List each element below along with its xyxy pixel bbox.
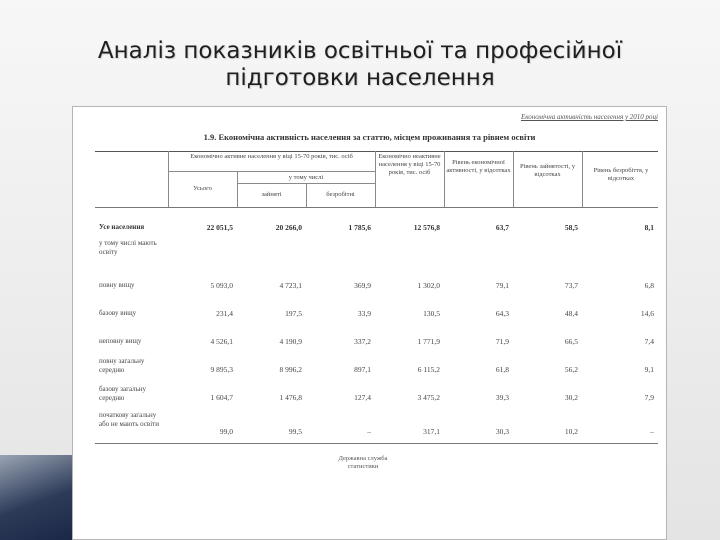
header-activity-rate: Рівень економічної активності, у відсотках [446, 159, 511, 174]
cell-total: 1 604,7 [210, 393, 233, 402]
cell-total: 4 526,1 [210, 337, 233, 346]
cell-unemployed: 369,9 [354, 281, 371, 290]
row-label: Усе населення [99, 223, 145, 231]
cell-employed: 8 996,2 [279, 365, 302, 374]
cell-employed: 20 266,0 [275, 223, 302, 232]
cell-unemployed: 33,9 [357, 309, 371, 318]
cell-unemployed: – [367, 427, 371, 436]
slide-title-line-1: Аналіз показників освітньої та професійної [97, 38, 623, 64]
header-divider [513, 151, 514, 207]
slide-title-line-2: підготовки населення [225, 65, 495, 91]
table-title: 1.9. Економічна активність населення за статтю, місцем проживання та рівнем освіти [203, 132, 536, 142]
cell-activity-rate: 61,8 [495, 365, 509, 374]
cell-employment-rate: 58,5 [564, 223, 578, 232]
cell-employment-rate: 30,2 [564, 393, 578, 402]
row-label: початкову загальну або не мають освіти [99, 411, 159, 428]
cell-employed: 1 476,8 [279, 393, 302, 402]
cell-employment-rate: 73,7 [564, 281, 578, 290]
table-top-rule [95, 151, 658, 152]
row-label: базову вищу [99, 309, 137, 317]
row-label: повну загальну середню [99, 357, 145, 374]
cell-employed: 197,5 [285, 309, 302, 318]
cell-employed: 99,5 [288, 427, 302, 436]
cell-inactive: 12 576,8 [413, 223, 440, 232]
cell-total: 231,4 [216, 309, 233, 318]
header-divider [168, 171, 375, 172]
cell-inactive: 3 475,2 [417, 393, 440, 402]
header-divider [168, 151, 169, 207]
cell-unemployment-rate: 6,8 [644, 281, 654, 290]
header-unemployment-rate: Рівень безробіття, у відсотках [593, 167, 649, 182]
header-divider [237, 183, 375, 184]
header-divider [582, 151, 583, 207]
cell-activity-rate: 71,9 [495, 337, 509, 346]
decorative-band [0, 455, 72, 540]
cell-total: 99,0 [219, 427, 233, 436]
cell-unemployment-rate: 7,9 [644, 393, 654, 402]
cell-unemployed: 897,1 [354, 365, 371, 374]
header-inactive: Економічно неактивне населення у віці 15-70 років, тис. осіб [378, 153, 441, 176]
cell-employment-rate: 48,4 [564, 309, 578, 318]
cell-inactive: 1 302,0 [417, 281, 440, 290]
cell-inactive: 6 115,2 [417, 365, 440, 374]
header-divider [444, 151, 445, 207]
cell-employment-rate: 66,5 [564, 337, 578, 346]
cell-total: 5 093,0 [210, 281, 233, 290]
header-employment-rate: Рівень зайнятості, у відсотках [519, 163, 575, 178]
header-divider [306, 183, 307, 207]
source-note: Державна служба статистики [338, 455, 388, 470]
document-note: Економічна активність населення у 2010 році [520, 113, 658, 121]
table-bottom-rule [95, 443, 658, 444]
cell-activity-rate: 39,3 [495, 393, 509, 402]
cell-total: 9 895,3 [210, 365, 233, 374]
cell-activity-rate: 64,3 [495, 309, 509, 318]
cell-unemployed: 337,2 [354, 337, 371, 346]
cell-unemployed: 1 785,6 [348, 223, 371, 232]
cell-activity-rate: 63,7 [495, 223, 509, 232]
row-label: базову загальну середню [99, 385, 147, 402]
cell-inactive: 130,5 [423, 309, 440, 318]
cell-employment-rate: 10,2 [564, 427, 578, 436]
cell-inactive: 317,1 [423, 427, 440, 436]
header-total: Усього [193, 185, 212, 192]
table-header-rule [95, 207, 658, 208]
cell-unemployed: 127,4 [354, 393, 371, 402]
cell-employed: 4 723,1 [279, 281, 302, 290]
slide-title [60, 38, 660, 92]
row-label: неповну вищу [99, 337, 142, 345]
cell-inactive: 1 771,9 [417, 337, 440, 346]
cell-unemployment-rate: 9,1 [644, 365, 654, 374]
row-label: у тому числі мають освіту [99, 239, 157, 256]
cell-unemployment-rate: – [650, 427, 654, 436]
cell-total: 22 051,5 [206, 223, 233, 232]
cell-activity-rate: 79,1 [495, 281, 509, 290]
header-unemployed: безробітні [326, 191, 355, 198]
header-divider [237, 171, 238, 207]
cell-unemployment-rate: 14,6 [640, 309, 654, 318]
header-divider [375, 151, 376, 207]
cell-unemployment-rate: 8,1 [644, 223, 654, 232]
cell-activity-rate: 30,3 [495, 427, 509, 436]
document-page [72, 106, 667, 540]
header-employed: зайняті [261, 191, 282, 198]
header-economically-active: Економічно активне населення у віці 15-70 років, тис. осіб [190, 153, 353, 160]
cell-employed: 4 190,9 [279, 337, 302, 346]
row-label: повну вищу [99, 281, 135, 289]
cell-unemployment-rate: 7,4 [644, 337, 654, 346]
header-including: у тому числі [288, 174, 324, 181]
cell-employment-rate: 56,2 [564, 365, 578, 374]
